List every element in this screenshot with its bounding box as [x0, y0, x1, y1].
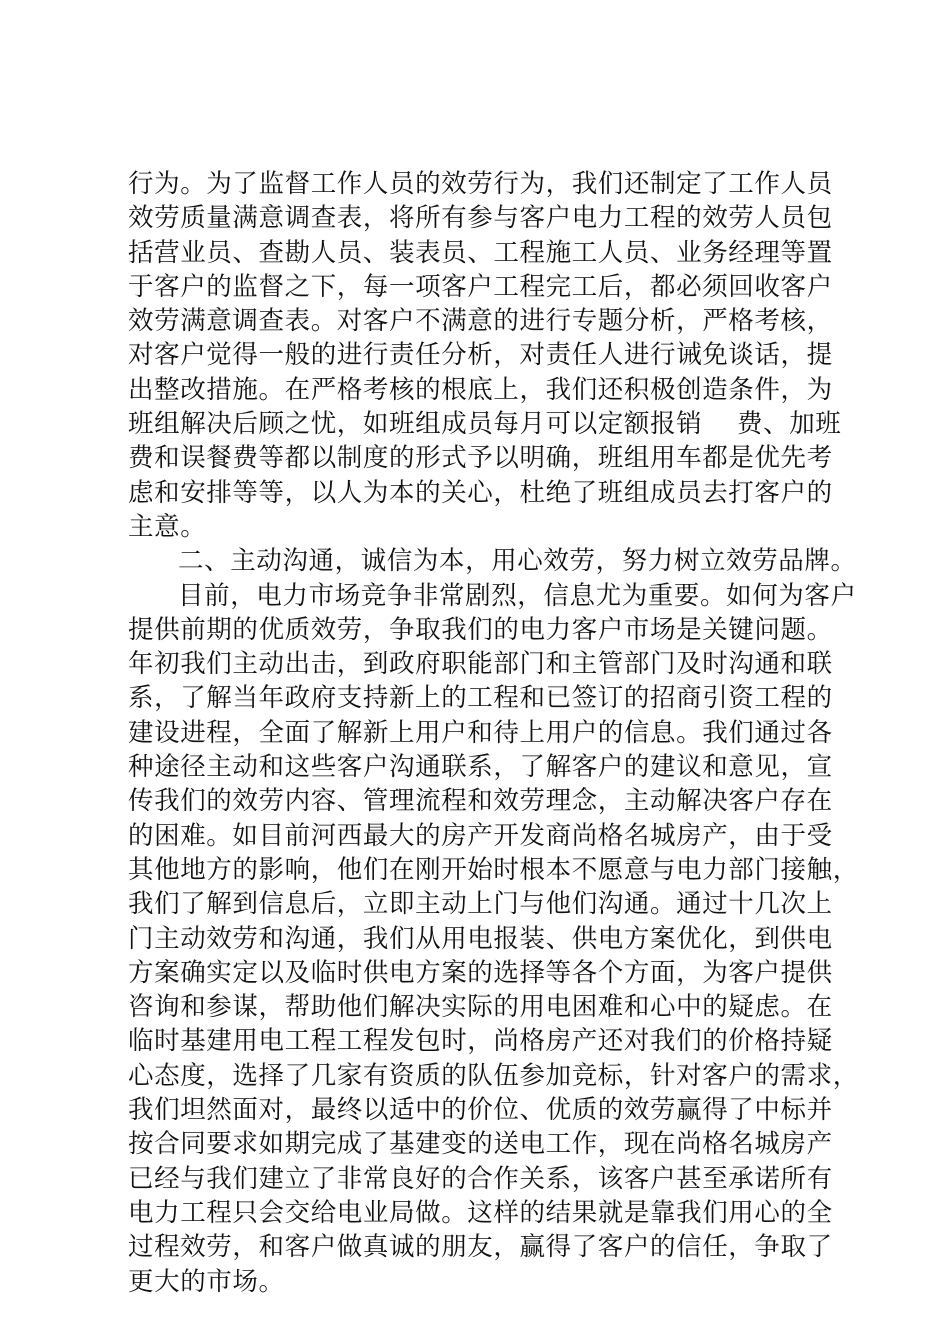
- text-line: 效劳满意调查表。对客户不满意的进行专题分析，严格考核，: [128, 306, 833, 337]
- text-line: 虑和安排等等，以人为本的关心，杜绝了班组成员去打客户的: [128, 477, 833, 508]
- text-line: 心态度，选择了几家有资质的队伍参加竞标，针对客户的需求，: [128, 1060, 859, 1091]
- document-body: [128, 167, 859, 1299]
- text-line: 其他地方的影响，他们在刚开始时根本不愿意与电力部门接触，: [128, 854, 859, 885]
- text-line: 电力工程只会交给电业局做。这样的结果就是靠我们用心的全: [128, 1197, 833, 1228]
- text-line: 出整改措施。在严格考核的根底上，我们还积极创造条件，为: [128, 374, 833, 405]
- text-line: 咨询和参谋，帮助他们解决实际的用电困难和心中的疑虑。在: [128, 992, 833, 1023]
- text-line: 种途径主动和这些客户沟通联系，了解客户的建议和意见，宣: [128, 752, 833, 783]
- text-line: 方案确实定以及临时供电方案的选择等各个方面，为客户提供: [128, 957, 833, 988]
- text-line: 按合同要求如期完成了基建变的送电工作，现在尚格名城房产: [128, 1129, 833, 1160]
- text-line: 目前，电力市场竞争非常剧烈，信息尤为重要。如何为客户: [178, 580, 857, 611]
- text-line: 的困难。如目前河西最大的房产开发商尚格名城房产，由于受: [128, 820, 833, 851]
- text-line: 已经与我们建立了非常良好的合作关系，该客户甚至承诺所有: [128, 1163, 833, 1194]
- text-line: 行为。为了监督工作人员的效劳行为，我们还制定了工作人员: [128, 169, 833, 199]
- text-line: 临时基建用电工程工程发包时，尚格房产还对我们的价格持疑: [128, 1026, 833, 1057]
- text-line: 更大的市场。: [128, 1266, 285, 1297]
- text-line: 括营业员、查勘人员、装表员、工程施工人员、业务经理等置: [128, 237, 833, 268]
- text-line: 二、主动沟通，诚信为本，用心效劳，努力树立效劳品牌。: [178, 546, 857, 577]
- text-line: 建设进程，全面了解新上用户和待上用户的信息。我们通过各: [128, 717, 833, 748]
- text-line: 费和误餐费等都以制度的形式予以明确，班组用车都是优先考: [128, 443, 833, 474]
- text-line: 效劳质量满意调查表，将所有参与客户电力工程的效劳人员包: [128, 203, 833, 234]
- text-line: 对客户觉得一般的进行责任分析，对责任人进行诫免谈话，提: [128, 340, 833, 371]
- text-line: 于客户的监督之下，每一项客户工程完工后，都必须回收客户: [128, 271, 833, 302]
- text-line: 班组解决后顾之忧，如班组成员每月可以定额报销 费、加班: [128, 409, 842, 440]
- text-line: 传我们的效劳内容、管理流程和效劳理念，主动解决客户存在: [128, 786, 833, 817]
- text-line: 提供前期的优质效劳，争取我们的电力客户市场是关键问题。: [128, 614, 833, 645]
- text-line: 年初我们主动出击，到政府职能部门和主管部门及时沟通和联: [128, 649, 833, 680]
- text-line: 主意。: [128, 511, 207, 542]
- text-line: 系，了解当年政府支持新上的工程和已签订的招商引资工程的: [128, 683, 833, 714]
- text-line: 过程效劳，和客户做真诚的朋友，赢得了客户的信任，争取了: [128, 1232, 833, 1263]
- text-line: 门主动效劳和沟通，我们从用电报装、供电方案优化，到供电: [128, 923, 833, 954]
- text-line: 我们坦然面对，最终以适中的价位、优质的效劳赢得了中标并: [128, 1095, 833, 1126]
- text-line: 我们了解到信息后，立即主动上门与他们沟通。通过十几次上: [128, 889, 833, 920]
